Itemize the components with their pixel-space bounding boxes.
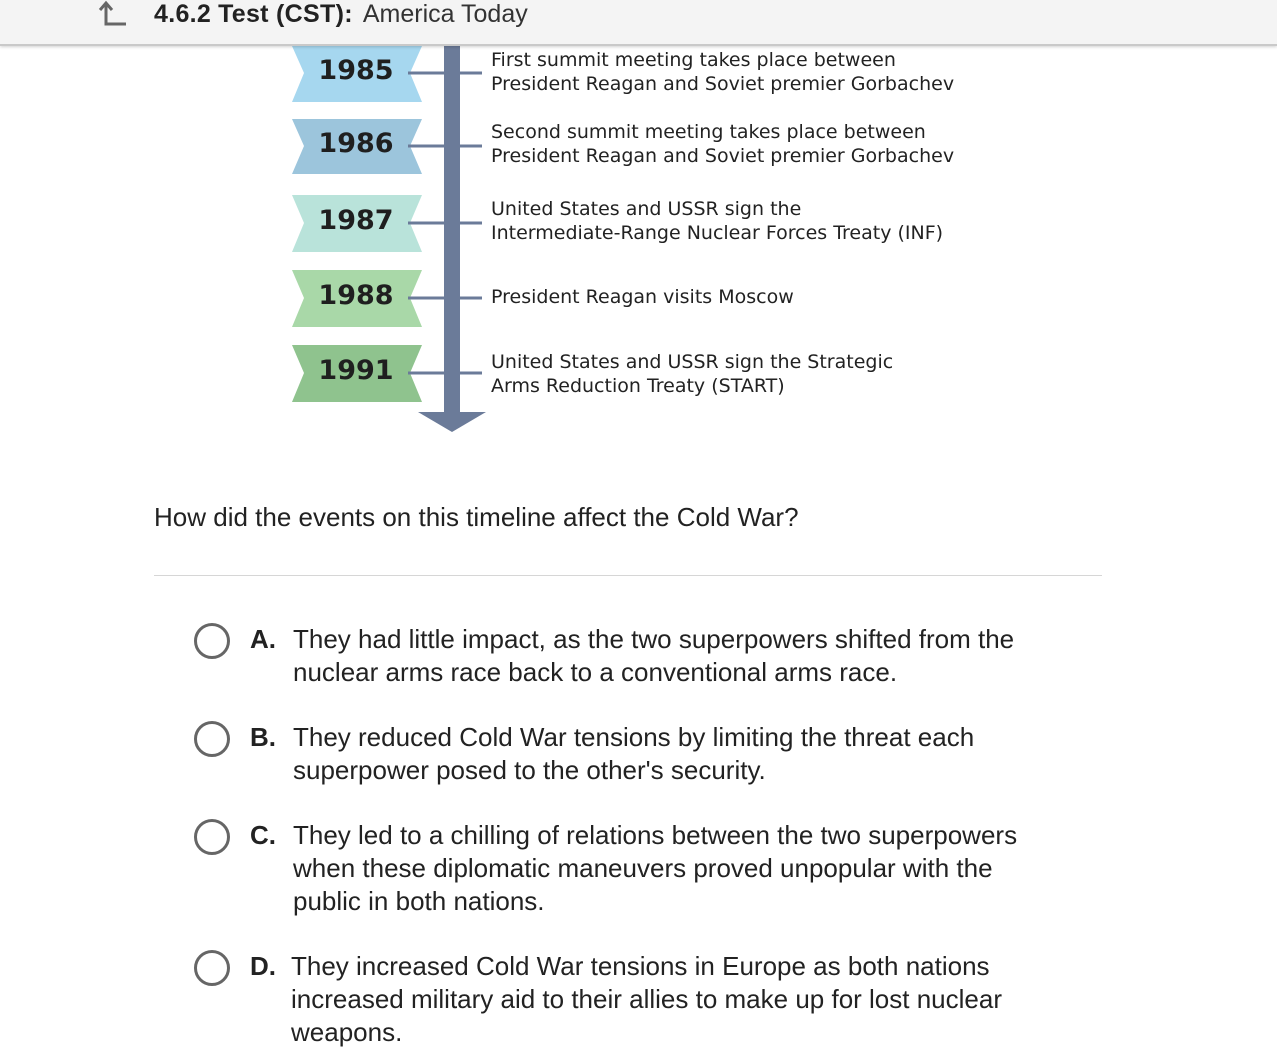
timeline-figure [0,46,1277,446]
option-letter: A. [250,624,276,654]
option-text-line: They increased Cold War tensions in Europe as both nations [291,951,990,981]
timeline-event-line: Second summit meeting takes place between [491,121,926,143]
timeline-event-line: President Reagan visits Moscow [491,286,794,308]
option-text[interactable] [293,623,1083,689]
test-type: Test (CST): [218,0,353,28]
timeline-event-line: President Reagan and Soviet premier Gorbachev [491,73,955,95]
radio-button-c[interactable] [194,819,230,855]
timeline-event-line: Intermediate-Range Nuclear Forces Treaty (INF) [491,222,944,244]
timeline-event-line: First summit meeting takes place between [491,49,896,71]
timeline-event-line: President Reagan and Soviet premier Gorbachev [491,145,955,167]
option-text-line: They reduced Cold War tensions by limiting the threat each [293,722,975,752]
option-text-line: They had little impact, as the two superpowers shifted from the [293,624,1015,654]
option-text[interactable] [291,950,1081,1049]
timeline-event [491,285,1051,309]
timeline-year: 1991 [318,355,394,386]
option-text[interactable] [293,721,1083,787]
course-name: America Today [362,0,528,28]
option-text[interactable] [293,819,1083,918]
back-arrow-icon[interactable] [92,0,132,30]
option-letter: C. [250,820,276,850]
back-button[interactable] [92,0,132,30]
option-text-line: weapons. [291,1017,403,1047]
radio-button-d[interactable] [194,950,230,986]
answer-option-c[interactable] [194,819,1094,921]
divider [154,575,1102,576]
answer-option-d[interactable] [194,950,1094,1052]
timeline-year: 1987 [318,205,394,236]
page-title [154,0,528,30]
timeline-year: 1988 [318,280,394,311]
timeline-axis-arrow [418,412,486,432]
timeline-event [491,48,1051,96]
option-text-line: increased military aid to their allies to make up for lost nuclear [291,984,1002,1014]
timeline-event-line: United States and USSR sign the Strategic [491,351,894,373]
answer-option-b[interactable] [194,721,1094,791]
radio-button-a[interactable] [194,623,230,659]
top-bar [0,0,1277,46]
option-letter: D. [250,951,276,981]
timeline-event [491,350,1051,398]
radio-button-b[interactable] [194,721,230,757]
timeline-axis [444,46,460,414]
timeline-event-line: United States and USSR sign the [491,198,802,220]
answer-option-a[interactable] [194,623,1094,693]
question-text: How did the events on this timeline affect the Cold War? [154,502,799,532]
test-code: 4.6.2 [154,0,212,28]
option-text-line: public in both nations. [293,886,545,916]
option-text-line: They led to a chilling of relations between the two superpowers [293,820,1018,850]
timeline-event [491,120,1051,168]
option-text-line: nuclear arms race back to a conventional arms race. [293,657,898,687]
option-text-line: superpower posed to the other's security. [293,755,766,785]
timeline-event [491,197,1051,245]
option-letter: B. [250,722,276,752]
option-text-line: when these diplomatic maneuvers proved unpopular with the [293,853,993,883]
timeline-event-line: Arms Reduction Treaty (START) [491,375,785,397]
timeline-year: 1985 [318,55,394,86]
timeline-year: 1986 [318,128,394,159]
